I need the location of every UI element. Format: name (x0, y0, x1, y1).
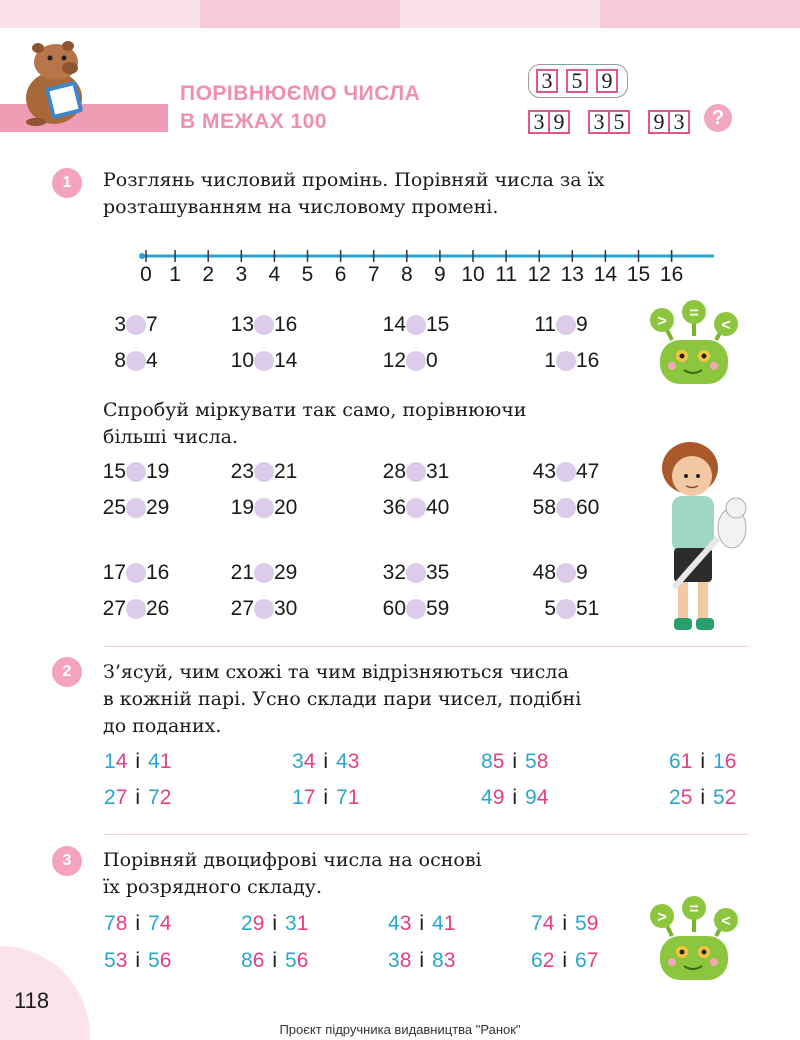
comparison-left-number: 27 (102, 597, 126, 620)
ones-digit: 3 (399, 912, 412, 935)
number-line-origin (139, 253, 145, 259)
tens-digit: 4 (481, 786, 493, 809)
boy-with-cat-illustration (652, 438, 756, 638)
number-line-label: 10 (461, 263, 485, 286)
ones-digit: 6 (159, 949, 172, 972)
tens-digit: 6 (575, 949, 587, 972)
task-2-text-line: в кожній парі. Усно склади пари чисел, подібні (103, 688, 582, 710)
task-3-badge: 3 (52, 846, 82, 876)
number-pair (669, 749, 736, 775)
comparison-right-number: 9 (576, 561, 588, 584)
number-line-label: 14 (593, 263, 618, 286)
title-line-2: В МЕЖАХ 100 (180, 110, 328, 133)
comparison-item (102, 495, 169, 521)
pair-connector: і (562, 949, 568, 972)
ones-digit: 6 (252, 949, 265, 972)
number-line-label: 0 (140, 263, 152, 286)
pair-connector: і (700, 750, 706, 773)
tens-digit: 8 (481, 750, 493, 773)
tens-digit: 2 (241, 912, 253, 935)
comparison-left-number: 19 (230, 496, 254, 519)
number-card-ones: 9 (548, 110, 570, 134)
tens-digit: 7 (148, 912, 160, 935)
comparison-sign-slot[interactable] (406, 462, 426, 482)
ones-digit: 4 (115, 750, 128, 773)
number-line-label: 12 (527, 263, 551, 286)
comparison-left-number: 1 (544, 349, 556, 372)
comparison-left-number: 36 (382, 496, 406, 519)
ones-digit: 3 (115, 949, 128, 972)
tens-digit: 3 (292, 750, 304, 773)
comparison-left-number: 48 (532, 561, 556, 584)
tens-digit: 5 (148, 949, 160, 972)
comparison-sign-slot[interactable] (254, 498, 274, 518)
task-1-text-2-line: більші числа. (103, 426, 239, 448)
tens-digit: 2 (104, 786, 116, 809)
comparison-right-number: 21 (274, 460, 298, 483)
tens-digit: 7 (148, 786, 160, 809)
tens-digit: 7 (531, 912, 543, 935)
pair-connector: і (272, 912, 278, 935)
ones-digit: 7 (586, 949, 599, 972)
comparison-item (230, 312, 297, 338)
number-pair (388, 911, 455, 937)
comparison-right-number: 15 (426, 313, 450, 336)
number-pair (669, 785, 736, 811)
comparison-item (382, 348, 438, 374)
number-card-tens: 3 (588, 110, 610, 134)
comparison-right-number: 31 (426, 460, 450, 483)
ones-digit: 4 (542, 912, 555, 935)
page-number: 118 (14, 988, 50, 1013)
tens-digit: 5 (285, 949, 297, 972)
pair-connector: і (512, 786, 518, 809)
comparison-item (532, 596, 599, 622)
comparison-sign-slot[interactable] (556, 599, 576, 619)
comparison-sign-slot[interactable] (556, 315, 576, 335)
pair-connector: і (135, 786, 141, 809)
comparison-item (102, 560, 169, 586)
comparison-sign-slot[interactable] (126, 563, 146, 583)
ones-digit: 1 (159, 750, 172, 773)
task-2-badge: 2 (52, 657, 82, 687)
comparison-right-number: 4 (146, 349, 158, 372)
tens-digit: 5 (713, 786, 725, 809)
comparison-item (532, 312, 588, 338)
digit-card: 3 (536, 69, 558, 93)
comparison-sign-slot[interactable] (254, 599, 274, 619)
number-line-label: 7 (367, 263, 380, 286)
comparison-left-number: 23 (230, 460, 254, 483)
number-pair (481, 785, 548, 811)
comparison-item (230, 348, 297, 374)
ones-digit: 3 (443, 949, 456, 972)
tens-digit: 3 (388, 949, 400, 972)
task-2-text-line: З’ясуй, чим схожі та чим відрізняються числа (103, 661, 569, 683)
ones-digit: 2 (724, 786, 737, 809)
comparison-item (102, 459, 169, 485)
svg-text:=: = (689, 305, 699, 322)
comparison-left-number: 32 (382, 561, 406, 584)
ones-digit: 8 (536, 750, 549, 773)
comparison-sign-slot[interactable] (406, 599, 426, 619)
comparison-right-number: 59 (426, 597, 450, 620)
number-pair (104, 785, 171, 811)
number-card-ones: 5 (608, 110, 630, 134)
ones-digit: 7 (115, 786, 128, 809)
svg-text:=: = (689, 901, 699, 918)
comparison-sign-slot[interactable] (406, 351, 426, 371)
pair-connector: і (272, 949, 278, 972)
comparison-right-number: 16 (146, 561, 170, 584)
comparison-sign-slot[interactable] (126, 462, 146, 482)
comparison-right-number: 51 (576, 597, 600, 620)
number-pair (531, 911, 598, 937)
comparison-sign-slot[interactable] (254, 563, 274, 583)
comparison-item (102, 312, 158, 338)
pair-connector: і (135, 750, 141, 773)
comparison-right-number: 19 (146, 460, 170, 483)
comparison-sign-slot[interactable] (406, 498, 426, 518)
comparison-item (230, 596, 297, 622)
section-divider (103, 834, 749, 835)
ones-digit: 1 (680, 750, 693, 773)
comparison-sign-slot[interactable] (406, 563, 426, 583)
pair-connector: і (562, 912, 568, 935)
comparison-item (382, 495, 449, 521)
comparison-right-number: 40 (426, 496, 450, 519)
number-pair (241, 948, 308, 974)
tens-digit: 1 (104, 750, 116, 773)
number-card-tens: 9 (648, 110, 670, 134)
number-line-label: 2 (202, 263, 215, 286)
pair-connector: і (512, 750, 518, 773)
comparison-left-number: 3 (114, 313, 126, 336)
number-pair (104, 749, 171, 775)
task-3-text-line: Порівняй двоцифрові числа на основі (103, 849, 482, 871)
comparison-right-number: 9 (576, 313, 588, 336)
ones-digit: 9 (252, 912, 265, 935)
ones-digit: 8 (399, 949, 412, 972)
number-line-label: 8 (400, 263, 413, 286)
comparison-sign-slot[interactable] (254, 462, 274, 482)
comparison-sign-slot[interactable] (126, 599, 146, 619)
comparison-item (230, 560, 297, 586)
ones-digit: 9 (492, 786, 505, 809)
pair-connector: і (135, 949, 141, 972)
comparison-sign-slot[interactable] (126, 315, 146, 335)
ones-digit: 3 (347, 750, 360, 773)
number-line-label: 5 (301, 263, 314, 286)
tens-digit: 4 (148, 750, 160, 773)
comparison-sign-slot[interactable] (556, 462, 576, 482)
comparison-item (532, 459, 599, 485)
footer-credit: Проєкт підручника видавництва "Ранок" (279, 1022, 521, 1037)
ones-digit: 5 (680, 786, 693, 809)
number-line-label: 9 (434, 263, 446, 286)
comparison-item (102, 596, 169, 622)
tens-digit: 5 (104, 949, 116, 972)
svg-text:<: < (721, 913, 731, 930)
task-1-text-line: розташуванням на числовому промені. (103, 196, 499, 218)
ones-digit: 5 (492, 750, 505, 773)
comparison-right-number: 35 (426, 561, 450, 584)
comparison-right-number: 60 (576, 496, 600, 519)
comparison-right-number: 14 (274, 349, 298, 372)
tens-digit: 3 (285, 912, 297, 935)
comparison-right-number: 16 (576, 349, 600, 372)
task-2-text-line: до поданих. (103, 715, 222, 737)
comparison-item (532, 560, 588, 586)
tens-digit: 4 (336, 750, 348, 773)
number-line-label: 1 (169, 263, 181, 286)
comparison-left-number: 8 (114, 349, 126, 372)
digit-card: 9 (596, 69, 618, 93)
comparison-item (382, 560, 449, 586)
tens-digit: 1 (292, 786, 304, 809)
ones-digit: 4 (159, 912, 172, 935)
number-pair (104, 948, 171, 974)
comparison-right-number: 47 (576, 460, 600, 483)
ones-digit: 7 (303, 786, 316, 809)
number-line-label: 11 (495, 263, 517, 286)
task-1-badge: 1 (52, 168, 82, 198)
tens-digit: 7 (336, 786, 348, 809)
comparison-left-number: 25 (102, 496, 126, 519)
comparison-sign-slot[interactable] (556, 351, 576, 371)
digit-card: 5 (566, 69, 588, 93)
comparison-left-number: 58 (532, 496, 556, 519)
pair-connector: і (419, 912, 425, 935)
number-line (0, 0, 800, 300)
comparison-item (230, 495, 297, 521)
comparison-left-number: 60 (382, 597, 406, 620)
comparison-right-number: 29 (146, 496, 170, 519)
number-pair (481, 749, 548, 775)
ones-digit: 4 (303, 750, 316, 773)
pair-connector: і (419, 949, 425, 972)
comparison-left-number: 11 (534, 313, 556, 336)
number-pair (388, 948, 455, 974)
task-1-text-2 (103, 397, 526, 451)
ones-digit: 6 (724, 750, 737, 773)
comparison-left-number: 28 (382, 460, 406, 483)
number-line-label: 15 (626, 263, 651, 286)
number-line-label: 3 (235, 263, 248, 286)
tens-digit: 1 (713, 750, 725, 773)
pair-connector: і (700, 786, 706, 809)
comparison-sign-slot[interactable] (406, 315, 426, 335)
tens-digit: 6 (531, 949, 543, 972)
number-card-tens: 3 (528, 110, 550, 134)
pair-connector: і (323, 750, 329, 773)
comparison-item (532, 348, 599, 374)
comparison-sign-slot[interactable] (556, 563, 576, 583)
comparison-item (382, 596, 449, 622)
svg-text:>: > (657, 909, 667, 926)
task-1-text-line: Розглянь числовий промінь. Порівняй числа за їх (103, 169, 605, 191)
tens-digit: 5 (525, 750, 537, 773)
comparison-item (532, 495, 599, 521)
comparison-sign-slot[interactable] (126, 351, 146, 371)
ones-digit: 8 (115, 912, 128, 935)
number-card-ones: 3 (668, 110, 690, 134)
ones-digit: 2 (542, 949, 555, 972)
tens-digit: 6 (669, 750, 681, 773)
svg-text:<: < (721, 317, 731, 334)
number-pair (241, 911, 308, 937)
ones-digit: 4 (536, 786, 549, 809)
tens-digit: 5 (575, 912, 587, 935)
comparison-left-number: 17 (102, 561, 126, 584)
comparison-left-number: 43 (532, 460, 556, 483)
comparison-item (102, 348, 158, 374)
section-divider (103, 646, 749, 647)
comparison-sign-slot[interactable] (126, 498, 146, 518)
task-3-text-line: їх розрядного складу. (103, 876, 323, 898)
comparison-sign-slot[interactable] (254, 351, 274, 371)
ones-digit: 1 (443, 912, 456, 935)
tens-digit: 4 (432, 912, 444, 935)
tens-digit: 4 (388, 912, 400, 935)
number-line-label: 13 (560, 263, 584, 286)
tens-digit: 7 (104, 912, 116, 935)
tens-digit: 9 (525, 786, 537, 809)
comparison-item (230, 459, 297, 485)
ones-digit: 2 (159, 786, 172, 809)
comparison-left-number: 27 (230, 597, 254, 620)
pair-connector: і (135, 912, 141, 935)
tens-digit: 8 (432, 949, 444, 972)
svg-text:>: > (657, 313, 667, 330)
task-2-text (103, 659, 581, 740)
title-line-1: ПОРІВНЮЄМО ЧИСЛА (180, 82, 421, 105)
comparison-left-number: 21 (230, 561, 254, 584)
ones-digit: 1 (296, 912, 309, 935)
comparison-right-number: 16 (274, 313, 298, 336)
number-pair (531, 948, 598, 974)
comparison-sign-slot[interactable] (254, 315, 274, 335)
pair-connector: і (323, 786, 329, 809)
comparison-sign-slot[interactable] (556, 498, 576, 518)
number-pair (292, 785, 359, 811)
comparison-right-number: 26 (146, 597, 170, 620)
tens-digit: 2 (669, 786, 681, 809)
comparison-item (382, 312, 449, 338)
question-icon: ? (704, 104, 732, 132)
comparison-right-number: 30 (274, 597, 298, 620)
comparison-left-number: 5 (544, 597, 556, 620)
ones-digit: 9 (586, 912, 599, 935)
task-1-text-2-line: Спробуй міркувати так само, порівнюючи (103, 399, 527, 421)
comparison-left-number: 12 (382, 349, 406, 372)
number-line-label: 4 (268, 263, 281, 286)
comparison-left-number: 13 (230, 313, 254, 336)
comparison-right-number: 20 (274, 496, 298, 519)
number-pair (292, 749, 359, 775)
number-pair (104, 911, 171, 937)
comparison-left-number: 15 (102, 460, 126, 483)
task-3-text (103, 847, 482, 901)
ones-digit: 6 (296, 949, 309, 972)
comparison-right-number: 7 (146, 313, 158, 336)
comparison-item (382, 459, 449, 485)
comparison-right-number: 0 (426, 349, 438, 372)
number-line-label: 6 (334, 263, 347, 286)
tens-digit: 8 (241, 949, 253, 972)
ones-digit: 1 (347, 786, 360, 809)
comparison-left-number: 14 (382, 313, 406, 336)
green-monster-icon (646, 896, 742, 984)
comparison-left-number: 10 (230, 349, 254, 372)
comparison-right-number: 29 (274, 561, 298, 584)
number-line-label: 16 (659, 263, 684, 286)
green-monster-icon (646, 300, 742, 388)
